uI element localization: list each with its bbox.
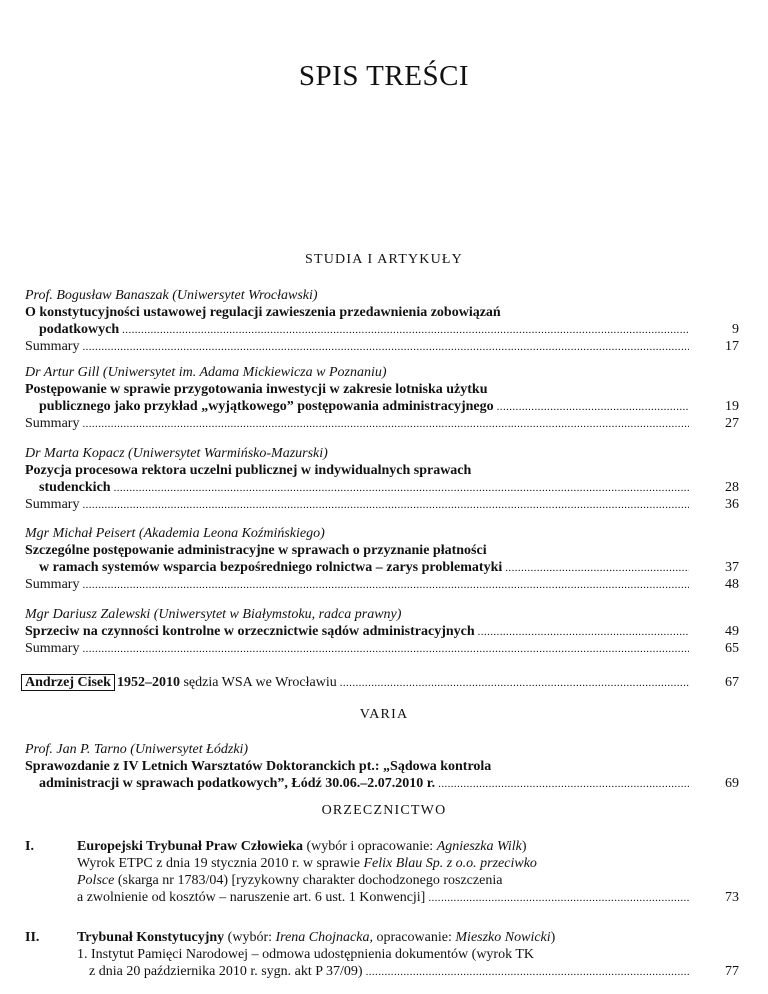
court-numeral: II. bbox=[25, 930, 40, 945]
dot-leader bbox=[438, 776, 689, 793]
dot-leader bbox=[428, 890, 689, 907]
entry-author: Dr Artur Gill (Uniwersytet im. Adama Mickiewicza w Poznaniu) bbox=[25, 365, 387, 380]
section-heading-orzecznictwo: ORZECZNICTWO bbox=[321, 803, 447, 818]
dot-leader bbox=[478, 624, 689, 641]
page-number: 65 bbox=[725, 641, 739, 656]
summary-row[interactable] bbox=[0, 415, 768, 432]
court-heading bbox=[0, 838, 768, 855]
toc-entry-4 bbox=[0, 525, 768, 593]
section-heading-studia: STUDIA I ARTYKUŁY bbox=[304, 252, 463, 267]
entry-author: Dr Marta Kopacz (Uniwersytet Warmińsko-Mazurski) bbox=[25, 446, 328, 461]
entry-author: Mgr Dariusz Zalewski (Uniwersytet w Białymstoku, radca prawny) bbox=[25, 607, 402, 622]
summary-row[interactable] bbox=[0, 576, 768, 593]
court-credit: (wybór i opracowanie: bbox=[306, 839, 437, 854]
court-entry-line[interactable] bbox=[0, 855, 768, 872]
dot-leader bbox=[505, 560, 689, 577]
entry-title[interactable]: Postępowanie w sprawie przygotowania inwestycji w zakresie lotniska użytku bbox=[25, 382, 488, 397]
toc-entry-varia bbox=[0, 741, 768, 792]
court-entry-text: Wyrok ETPC z dnia 19 stycznia 2010 r. w sprawie bbox=[77, 856, 364, 871]
summary-row[interactable] bbox=[0, 496, 768, 513]
court-entry-text: (skarga nr 1783/04) [ryzykowny charakter dochodzonego roszczenia bbox=[114, 873, 503, 888]
page-number: 28 bbox=[725, 480, 739, 495]
entry-title[interactable]: O konstytucyjności ustawowej regulacji zawieszenia przedawnienia zobowiązań bbox=[25, 305, 501, 320]
obituary-name-box: Andrzej Cisek bbox=[21, 674, 115, 691]
entry-title[interactable]: Sprawozdanie z IV Letnich Warsztatów Doktoranckich pt.: „Sądowa kontrola bbox=[25, 759, 492, 774]
court-heading bbox=[0, 929, 768, 946]
dot-leader bbox=[122, 322, 689, 339]
page-number: 37 bbox=[725, 560, 739, 575]
court-section-1 bbox=[0, 838, 768, 906]
page-number: 27 bbox=[725, 416, 739, 431]
summary-label: Summary bbox=[25, 641, 80, 656]
court-name: Europejski Trybunał Praw Człowieka bbox=[77, 839, 303, 854]
court-credit-person: Agnieszka Wilk bbox=[436, 839, 522, 854]
summary-row[interactable] bbox=[0, 338, 768, 355]
entry-title-text: Sprzeciw na czynności kontrolne w orzecznictwie sądów administracyjnych bbox=[25, 624, 475, 639]
page-number: 36 bbox=[725, 497, 739, 512]
court-entry-line[interactable] bbox=[0, 872, 768, 889]
toc-entry-2 bbox=[0, 364, 768, 432]
dot-leader bbox=[82, 416, 689, 433]
court-numeral: I. bbox=[25, 839, 34, 854]
court-entry-line[interactable] bbox=[0, 889, 768, 906]
dot-leader bbox=[340, 673, 689, 693]
dot-leader bbox=[82, 497, 689, 514]
court-credit-end: ) bbox=[550, 930, 556, 945]
dot-leader bbox=[82, 339, 689, 356]
page-title: SPIS TREŚCI bbox=[298, 60, 470, 92]
entry-title[interactable]: Szczególne postępowanie administracyjne w sprawach o przyznanie płatności bbox=[25, 543, 487, 558]
page-number: 17 bbox=[725, 339, 739, 354]
obituary-role: sędzia WSA we Wrocławiu bbox=[183, 675, 337, 690]
toc-entry-obituary bbox=[0, 673, 768, 693]
court-section-2 bbox=[0, 929, 768, 980]
entry-author: Prof. Bogusław Banaszak (Uniwersytet Wrocławski) bbox=[25, 288, 318, 303]
court-entry-line[interactable] bbox=[0, 946, 768, 963]
toc-entry-5 bbox=[0, 606, 768, 657]
obituary-years: 1952–2010 bbox=[116, 675, 180, 690]
entry-title-text: administracji w sprawach podatkowych”, Łódź 30.06.–2.07.2010 r. bbox=[39, 776, 436, 791]
court-entry-text: z dnia 20 października 2010 r. sygn. akt P 37/09) bbox=[89, 964, 363, 979]
page-number: 77 bbox=[725, 964, 739, 979]
summary-label: Summary bbox=[25, 339, 80, 354]
court-credit-person: Mieszko Nowicki bbox=[455, 930, 551, 945]
entry-title[interactable] bbox=[0, 623, 768, 640]
court-credit: opracowanie: bbox=[372, 930, 456, 945]
page-number: 73 bbox=[725, 890, 739, 905]
page-number: 69 bbox=[725, 776, 739, 791]
summary-label: Summary bbox=[25, 497, 80, 512]
entry-author: Mgr Michał Peisert (Akademia Leona Koźmińskiego) bbox=[25, 526, 325, 541]
court-name: Trybunał Konstytucyjny bbox=[77, 930, 225, 945]
entry-title-continuation[interactable] bbox=[0, 398, 768, 415]
court-credit: (wybór: bbox=[227, 930, 276, 945]
dot-leader bbox=[114, 480, 689, 497]
obituary-row[interactable] bbox=[0, 673, 768, 693]
section-heading-varia: VARIA bbox=[359, 707, 409, 722]
entry-title-continuation[interactable] bbox=[0, 479, 768, 496]
page-number: 9 bbox=[732, 322, 739, 337]
toc-entry-1 bbox=[0, 287, 768, 355]
entry-title-continuation[interactable] bbox=[0, 321, 768, 338]
court-entry-text: 1. Instytut Pamięci Narodowej – odmowa udostępnienia dokumentów (wyrok TK bbox=[77, 947, 534, 962]
entry-title-text: studenckich bbox=[39, 480, 111, 495]
dot-leader bbox=[82, 577, 689, 594]
toc-entry-3 bbox=[0, 445, 768, 513]
summary-label: Summary bbox=[25, 577, 80, 592]
dot-leader bbox=[366, 964, 689, 981]
page-number: 67 bbox=[725, 675, 739, 690]
entry-title-text: publicznego jako przykład „wyjątkowego” postępowania administracyjnego bbox=[39, 399, 494, 414]
summary-row[interactable] bbox=[0, 640, 768, 657]
entry-author: Prof. Jan P. Tarno (Uniwersytet Łódzki) bbox=[25, 742, 249, 757]
court-entry-text: a zwolnienie od kosztów – naruszenie art. 6 ust. 1 Konwencji] bbox=[77, 890, 426, 905]
entry-title-continuation[interactable] bbox=[0, 775, 768, 792]
summary-label: Summary bbox=[25, 416, 80, 431]
entry-title-text: w ramach systemów wsparcia bezpośredniego rolnictwa – zarys problematyki bbox=[39, 560, 503, 575]
dot-leader bbox=[82, 641, 689, 658]
court-entry-italic: Polsce bbox=[77, 873, 115, 888]
page-number: 49 bbox=[725, 624, 739, 639]
court-entry-italic: Felix Blau Sp. z o.o. przeciwko bbox=[363, 856, 537, 871]
court-credit-person: Irena Chojnacka, bbox=[275, 930, 373, 945]
entry-title-text: podatkowych bbox=[39, 322, 120, 337]
page-number: 48 bbox=[725, 577, 739, 592]
court-credit-end: ) bbox=[521, 839, 527, 854]
court-entry-line[interactable] bbox=[0, 963, 768, 980]
entry-title-continuation[interactable] bbox=[0, 559, 768, 576]
dot-leader bbox=[497, 399, 689, 416]
entry-title[interactable]: Pozycja procesowa rektora uczelni publicznej w indywidualnych sprawach bbox=[25, 463, 472, 478]
page-number: 19 bbox=[725, 399, 739, 414]
